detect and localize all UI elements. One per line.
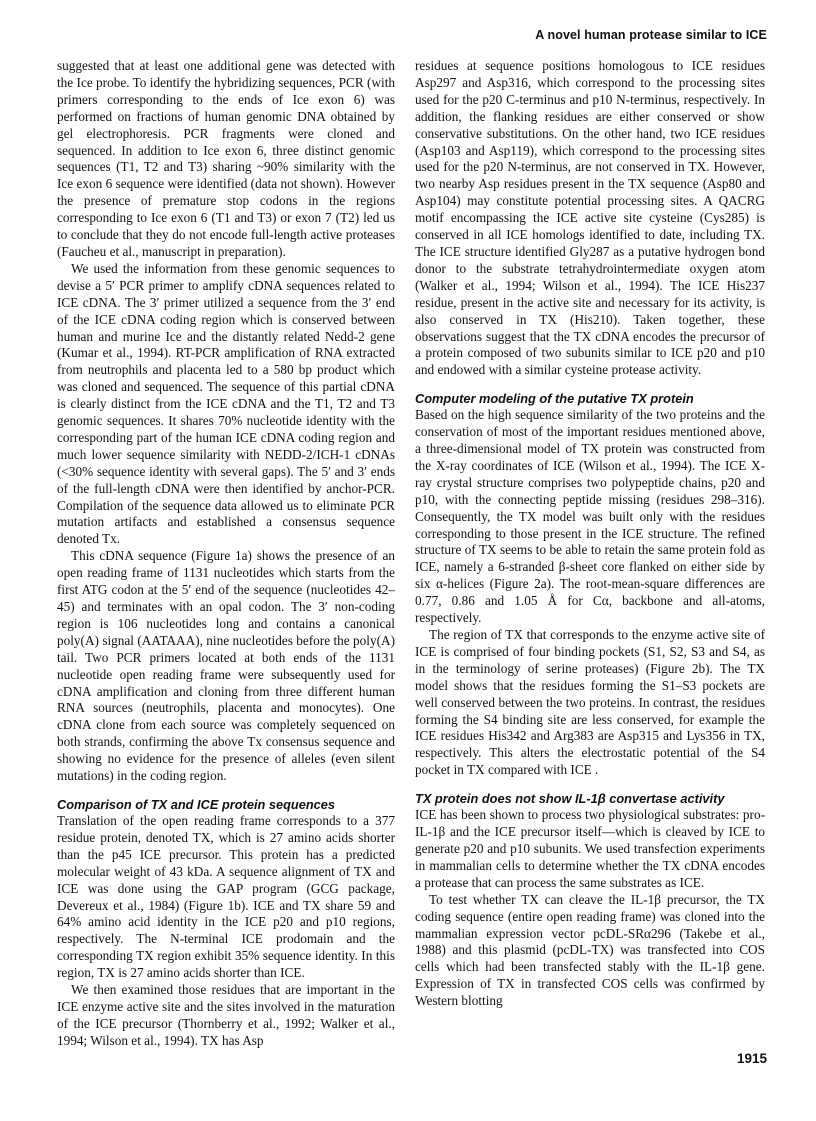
paragraph: To test whether TX can cleave the IL-1β precursor, the TX coding sequence (entire open reading frame) was cloned into the mammalian expression vector pcDL-SRα296 (Takebe et al., 1988) and this plasmid (pcDL-TX) was transfected into COS cells which had been transfected stably with the IL-1β gene. Expression of TX in transfected COS cells was confirmed by Western blotting [415,891,765,1009]
paragraph: suggested that at least one additional gene was detected with the Ice probe. To identify the hybridizing sequences, PCR (with primers corresponding to the ends of Ice exon 6) was performed on fractions of human genomic DNA obtained by gel electrophoresis. PCR fragments were cloned and sequenced. In addition to Ice exon 6, three distinct genomic sequences (T1, T2 and T3) sharing ~90% similarity with the Ice exon 6 sequence were identified (data not shown). However the presence of premature stop codons in the regions corresponding to Ice exon 6 (T1 and T3) or exon 7 (T2) led us to conclude that they do not encode full-length active proteases (Faucheu et al., manuscript in preparation). [57,58,395,259]
section-heading: Comparison of TX and ICE protein sequences [57,796,336,812]
section-heading: TX protein does not show IL-1β convertase activity [415,791,725,807]
paragraph: We used the information from these genomic sequences to devise a 5′ PCR primer to amplify cDNA sequences related to ICE cDNA. The 3′ primer utilized a sequence from the 3′ end of the ICE cDNA coding region which is conserved between human and murine Ice and the distantly related Nedd-2 gene (Kumar et al., 1994). RT-PCR amplification of RNA extracted from neutrophils and placenta led to a 580 bp product which was cloned and sequenced. The sequence of this partial cDNA is clearly distinct from the ICE cDNA and the T1, T2 and T3 genomic sequences. It shares 70% nucleotide identity with the corresponding part of the human ICE cDNA coding region and much lower sequence similarity with NEDD-2/ICH-1 cDNAs (<30% sequence identity with several gaps). The 5′ and 3′ ends of the full-length cDNA were then identified by anchor-PCR. Compilation of the sequence data allowed us to eliminate PCR mutation artifacts and established a consensus sequence denoted Tx. [57,260,395,547]
running-head: A novel human protease similar to ICE [535,28,767,42]
left-column [57,58,395,1050]
paragraph: Based on the high sequence similarity of the two proteins and the conservation of most of the important residues mentioned above, a three-dimensional model of TX protein was constructed from the X-ray coordinates of ICE (Wilson et al., 1994). The ICE X-ray crystal structure comprises two polypeptide chains, p20 and p10, with the connecting peptide missing (residues 298–316). Consequently, the TX model was built only with the residues corresponding to those present in the ICE structure. The refined structure of TX seems to be able to retain the same protein fold as ICE, namely a 6-stranded β-sheet core flanked on either side by six α-helices (Figure 2a). The root-mean-square differences are 0.77, 0.86 and 1.05 Å for Cα, backbone and all-atoms, respectively. [415,407,765,626]
right-column [415,58,765,1010]
paragraph: ICE has been shown to process two physiological substrates: pro-IL-1β and the ICE precursor itself—which is cleaved by ICE to generate p20 and p10 subunits. We used transfection experiments in mammalian cells to determine whether the TX cDNA encodes a protease that can process the same substrates as ICE. [415,807,765,890]
paragraph: We then examined those residues that are important in the ICE enzyme active site and the sites involved in the maturation of the ICE precursor (Thornberry et al., 1992; Walker et al., 1994; Wilson et al., 1994). TX has Asp [57,982,395,1048]
section-heading: Computer modeling of the putative TX protein [415,391,694,407]
page-number: 1915 [736,1051,767,1066]
paragraph: residues at sequence positions homologous to ICE residues Asp297 and Asp316, which correspond to the processing sites used for the p20 C-terminus and p10 N-terminus, respectively. In addition, the flanking residues are either conserved or show conservative substitutions. On the other hand, two ICE residues (Asp103 and Asp119), which correspond to the processing sites used for the p20 N-terminus, are not conserved in TX. However, two nearby Asp residues present in the TX sequence (Asp80 and Asp104) may constitute potential processing sites. A QACRG motif encompassing the ICE active site cysteine (Cys285) is conserved in all ICE homologs identified to date, including TX. The ICE structure identified Gly287 as a putative hydrogen bond donor to the substrate tetrahydrointermediate oxygen atom (Walker et al., 1994; Wilson et al., 1994). The ICE His237 residue, present in the active site and necessary for its activity, is also conserved in TX (His210). Taken together, these observations suggest that the TX cDNA encodes the precursor of a protein composed of two subunits similar to ICE p20 and p10 and endowed with a similar cysteine protease activity. [415,58,765,378]
paragraph: This cDNA sequence (Figure 1a) shows the presence of an open reading frame of 1131 nucleotides which starts from the first ATG codon at the 5′ end of the sequence (nucleotides 42–45) and terminates with an opal codon. The 3′ non-coding region is 106 nucleotides long and contains a canonical poly(A) signal (AATAAA), nine nucleotides before the poly(A) tail. Two PCR primers located at both ends of the 1131 nucleotide open reading frame were subsequently used for cDNA amplification and cloning from three different human RNA sources (neutrophils, placenta and monocytes). One cDNA clone from each source was completely sequenced on both strands, confirming the above Tx consensus sequence and showing no evidence for the presence of alleles (even silent mutations) in the coding region. [57,548,395,784]
paragraph: Translation of the open reading frame corresponds to a 377 residue protein, denoted TX, which is 27 amino acids shorter than the p45 ICE precursor. This protein has a predicted molecular weight of 43 kDa. A sequence alignment of TX and ICE was done using the GAP program (GCG package, Devereux et al., 1984) (Figure 1b). ICE and TX share 59 and 64% amino acid identity in the ICE p20 and p10 regions, respectively. The N-terminal ICE prodomain and the corresponding TX region exhibit 35% sequence identity. In this region, TX is 27 amino acids shorter than ICE. [57,812,395,981]
paragraph: The region of TX that corresponds to the enzyme active site of ICE is comprised of four binding pockets (S1, S2, S3 and S4, as in the terminology of serine proteases) (Figure 2b). The TX model shows that the residues forming the S1–S3 pockets are well conserved between the two proteins. In contrast, the residues forming the S4 binding site are less conserved, for example the ICE residues His342 and Arg383 are Asp315 and Lys356 in TX, respectively. This alters the electrostatic potential of the S4 pocket in TX compared with ICE . [415,627,765,778]
